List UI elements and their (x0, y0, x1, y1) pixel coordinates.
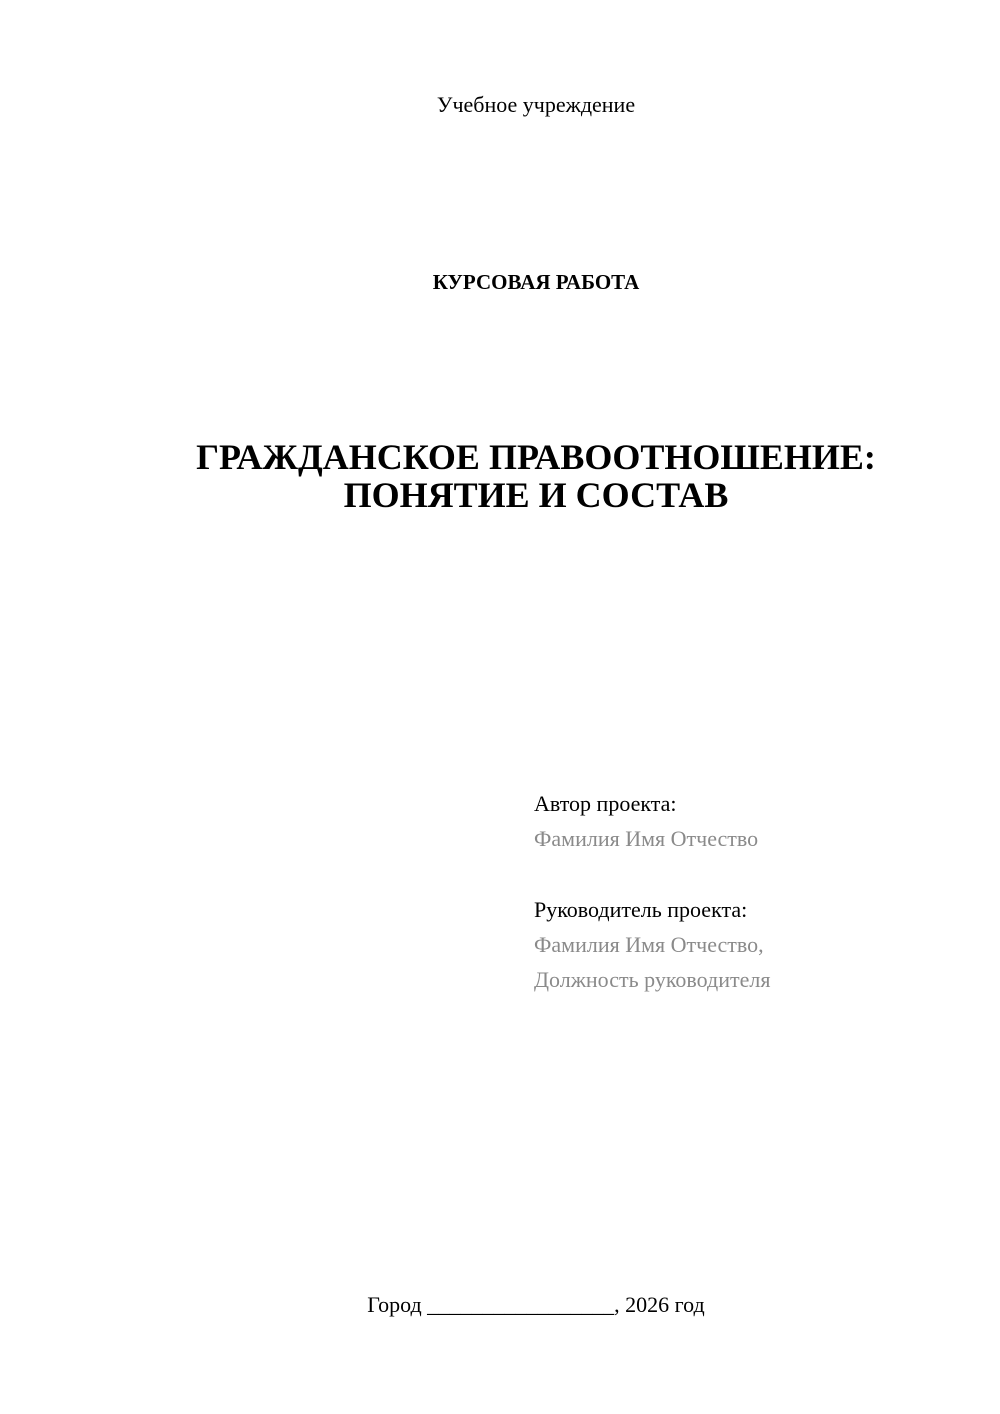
city-year-line: Город _________________, 2026 год (367, 1292, 705, 1317)
author-name: Фамилия Имя Отчество (534, 826, 759, 851)
document-title (0, 438, 1000, 514)
author-label: Автор проекта: (534, 791, 677, 816)
document-type: КУРСОВАЯ РАБОТА (432, 270, 640, 294)
title-line-2: ПОНЯТИЕ И СОСТАВ (343, 475, 729, 515)
institution-name: Учебное учреждение (436, 92, 636, 117)
supervisor-position: Должность руководителя (534, 967, 771, 992)
supervisor-name: Фамилия Имя Отчество, (534, 932, 764, 957)
info-spacer (534, 856, 770, 892)
project-info (534, 786, 770, 997)
title-line-1: ГРАЖДАНСКОЕ ПРАВООТНОШЕНИЕ: (196, 437, 876, 477)
supervisor-label: Руководитель проекта: (534, 897, 748, 922)
